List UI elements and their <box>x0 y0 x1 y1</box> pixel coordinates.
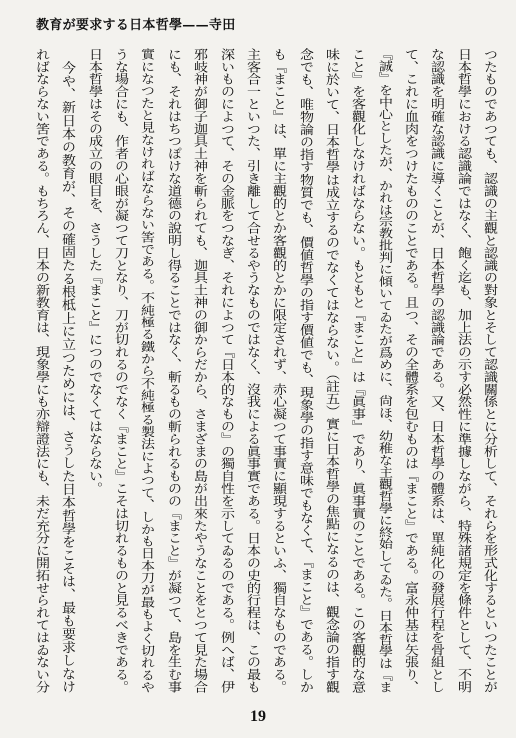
text-column: 實になつたと見なければならない筈である。不純極る鐵から不純極る製法によつて、しかも日本刀が最もよく切れるや <box>139 48 155 693</box>
text-column: 日本哲學における認識論ではなく、飽く迄も、加上法の示す必然性に準據しながら、特殊諸規定を條件として、不明 <box>456 48 472 693</box>
text-column: 深いものによつて、その金脈をつなぎ、それによつて『日本的なもの』の獨自性を示してゐるのである。例へば、伊 <box>219 48 235 693</box>
text-column: にも、それはちつぽけな道德の說明し得ることではなく、斬るもの斬られるものの『まこと』が凝つて、島を生む事 <box>166 48 182 693</box>
text-column: うな場合にも、作者の心眼が凝つて刀となり、刀が切れるのでなく『まこと』こそは切れるものと見るべきである。 <box>113 48 129 693</box>
text-column: 主客合一といつた、引き離して合せるやうなものではなく、沒我による眞事實である。日本の史的行程は、この最も <box>245 48 261 693</box>
text-column: こと』を客觀化しなければならない。もともと『まこと』は『眞事』であり、眞事實のことである。この客觀的な意 <box>350 48 366 693</box>
paragraph-start-column: 今や、新日本の教育が、その確固たる根柢上に立つためには、さうした日本哲學をこそは、最も要求しなけ <box>60 61 76 693</box>
text-column: つたものであつても、認識の主觀と認識の對象とそして認識關係とに分析して、それらを形式化するといつたことが <box>482 48 498 693</box>
page-number: 19 <box>250 708 266 725</box>
text-column: な認識を明確な認識に導くことが、日本哲學の認識論である。又、日本哲學の體系は、單純化の發展行程を骨組とし <box>429 48 445 693</box>
text-column: も『まこと』は、單に主觀的とか客觀的とかに限定されず、赤心凝つて事實に顯現するといふ、獨自なものである。 <box>271 48 287 693</box>
text-column: ればならない筈である。もちろん、日本の新教育は、現象學にも亦辯證法にも、未だ充分に開拓せられてはゐない分 <box>34 48 50 693</box>
text-column: 『誠』を中心としたが、かれは宗教批判に傾いてゐたが爲めに、尙ほ、幼稚な主觀哲學に終始してゐた。日本哲學は『ま <box>377 48 393 693</box>
paragraph-end-column: 日本哲學はその成立の眼目を、さうした『まこと』につのでなくてはならない。 <box>87 48 103 495</box>
running-header: 教育が要求する日本哲學——寺田 <box>36 18 236 33</box>
text-column: 味に於いて、日本哲學は成立するのでなくてはならない。（註五）實に日本哲學の焦點になるのは、觀念論の指す觀 <box>324 48 340 693</box>
text-column: 念でも、唯物論の指す物質でも、價値哲學の指す價値でも、現象學の指す意味でもなくて、『まこと』である。しか <box>298 48 314 693</box>
text-column: て、これに血肉をつけたもののことである。且つ、その全體系を包むものは『まこと』である。富永仲基は矢張り、 <box>403 48 419 693</box>
text-column: 邪岐神が御子迦具土神を斬られても、迦具土神の御からだから、さまざまの島が出來たやうなことをとつて見た場合 <box>192 48 208 693</box>
